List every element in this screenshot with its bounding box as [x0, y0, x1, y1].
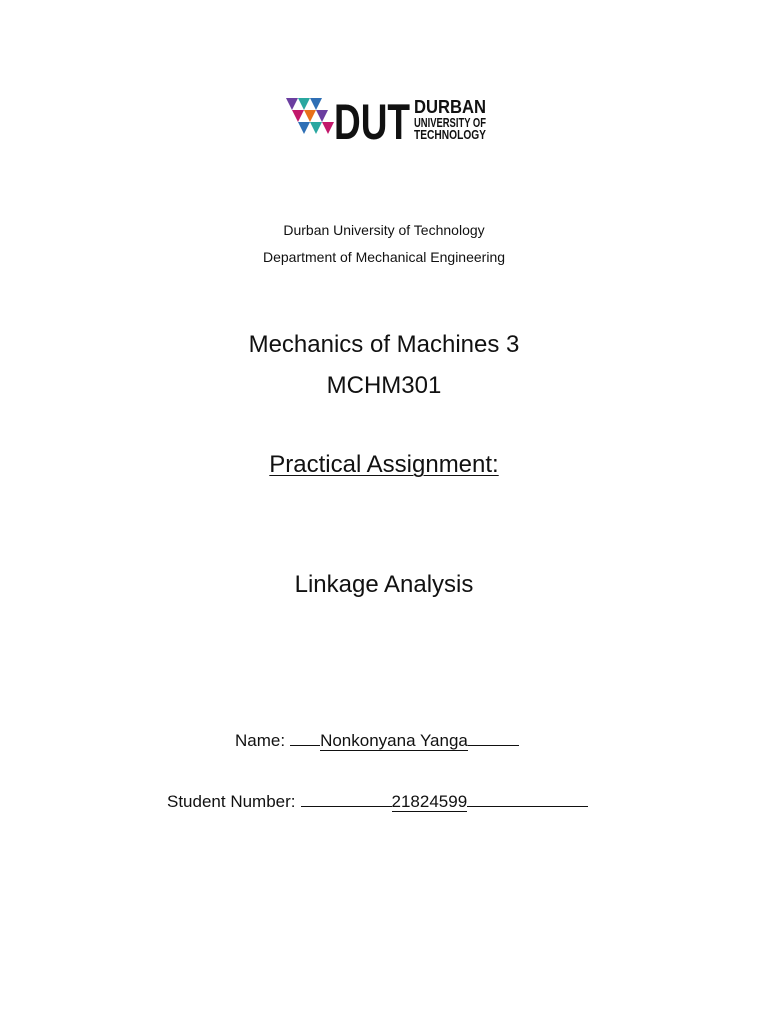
- logo-line-1: DURBAN: [414, 97, 486, 117]
- logo-triangle: [286, 98, 298, 110]
- university-logo: [286, 94, 490, 150]
- student-number-label: Student Number:: [167, 792, 296, 811]
- student-number-value: 21824599: [391, 792, 468, 811]
- name-blank-leading: [290, 744, 320, 746]
- student-number-field: [167, 792, 588, 812]
- assignment-label-row: [0, 451, 768, 479]
- name-label: Name:: [235, 731, 286, 750]
- name-blank-trailing: [468, 744, 519, 746]
- student-number-blank-leading: [301, 805, 392, 807]
- logo-triangle: [322, 122, 334, 134]
- logo-triangle: [298, 122, 310, 134]
- department-name: Department of Mechanical Engineering: [262, 249, 506, 265]
- student-number-blank-trailing: [467, 805, 588, 807]
- institution-name: Durban University of Technology: [283, 222, 485, 238]
- name-value: Nonkonyana Yanga: [320, 731, 468, 750]
- logo-triangle: [310, 122, 322, 134]
- logo-triangle: [304, 110, 316, 122]
- logo-triangle: [298, 98, 310, 110]
- logo-acronym: DUT: [334, 94, 410, 150]
- name-field: [235, 731, 519, 751]
- course-name: Mechanics of Machines 3: [248, 331, 520, 358]
- course-code: MCHM301: [326, 372, 442, 399]
- assignment-label: Practical Assignment:: [269, 451, 499, 478]
- logo-line-2: UNIVERSITY OF: [414, 115, 487, 130]
- logo-triangle: [310, 98, 322, 110]
- assignment-title: Linkage Analysis: [294, 571, 474, 598]
- logo-line-3: TECHNOLOGY: [414, 127, 487, 142]
- logo-triangle: [292, 110, 304, 122]
- logo-triangle: [316, 110, 328, 122]
- dut-logo-graphic: [286, 94, 490, 150]
